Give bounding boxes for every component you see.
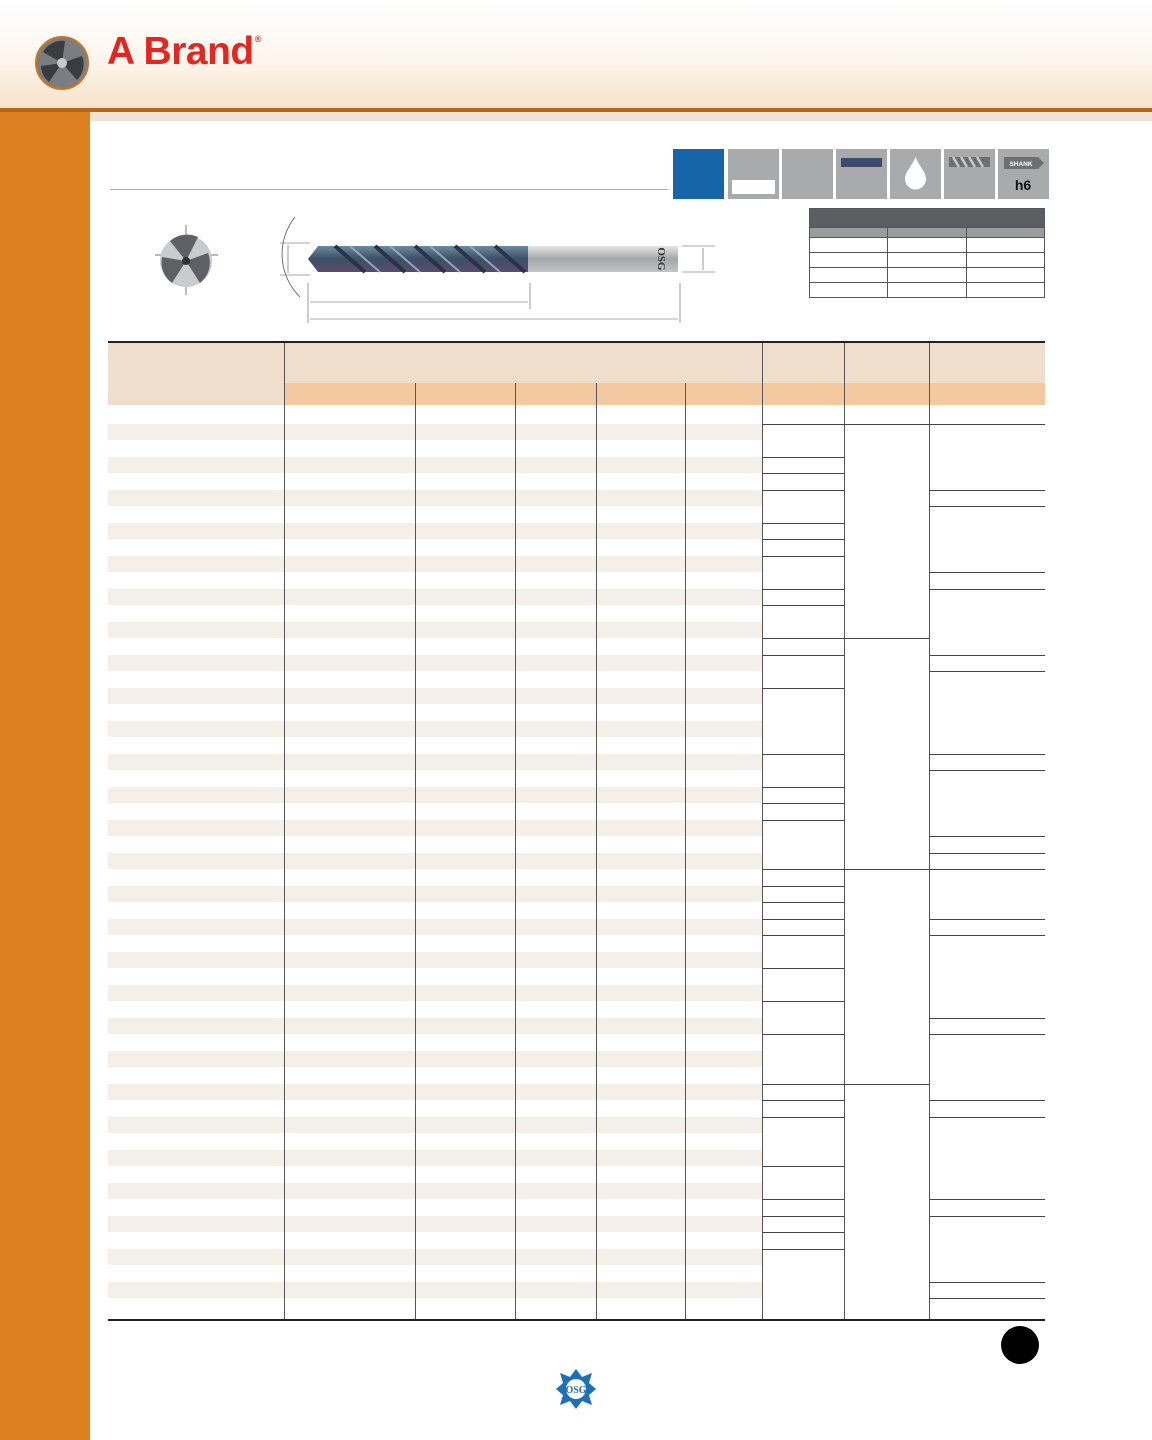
merge-separator [929,589,1045,590]
table-row [108,1117,762,1134]
merge-separator [762,1166,844,1167]
table-row [108,688,762,705]
merge-separator [762,490,844,491]
merge-separator [762,473,844,474]
table-row [108,803,762,820]
page-header [0,0,1152,112]
merge-separator [762,523,844,524]
table-row [108,1150,762,1167]
table-row [108,1166,762,1183]
merge-separator [929,869,1045,870]
table-row [108,1001,762,1018]
drill-cross-section-logo-icon [35,36,89,90]
merge-separator [844,424,929,425]
merge-separator [762,1034,844,1035]
merge-separator [762,1001,844,1002]
merge-separator [929,1100,1045,1101]
table-row [108,770,762,787]
merge-separator [762,688,844,689]
table-row [108,1183,762,1200]
column-divider [596,383,597,1319]
osg-footer-logo-icon [555,1368,597,1410]
spec-table-header [108,343,1045,383]
table-row [108,589,762,606]
merge-separator [762,820,844,821]
page-marker-circle-icon [1001,1326,1039,1364]
brand-title: A Brand® [107,30,261,73]
table-row [108,1199,762,1216]
merge-separator [929,1199,1045,1200]
merge-separator [762,1100,844,1101]
table-row [108,1282,762,1299]
merge-separator [844,1084,929,1085]
table-row [108,506,762,523]
table-row [108,820,762,837]
merge-separator [929,655,1045,656]
drill-end-view-icon [155,225,218,295]
title-rule [110,189,668,190]
table-row [108,1249,762,1266]
table-row [108,902,762,919]
merge-separator [762,787,844,788]
column-divider [844,343,845,1319]
merge-separator [762,1117,844,1118]
table-row [108,704,762,721]
drill-type-icon [728,149,779,199]
footer-logo-mark: OSG [565,1385,587,1396]
column-divider [685,383,686,1319]
table-row [108,886,762,903]
merge-separator [762,1084,844,1085]
spec-table [108,341,1045,1321]
shank-tolerance: h6 [1014,177,1032,193]
coolant-drop-icon [890,149,941,199]
merge-separator [762,1249,844,1250]
table-row [108,935,762,952]
merge-separator [762,754,844,755]
merge-separator [929,919,1045,920]
shank-label: SHANK [1009,161,1033,168]
merge-separator [762,968,844,969]
table-row [108,1018,762,1035]
merge-separator [762,638,844,639]
merge-separator [762,869,844,870]
table-row [108,754,762,771]
spec-table-header-left [108,383,284,405]
merge-separator [762,605,844,606]
table-row [108,1067,762,1084]
merge-separator [762,539,844,540]
coating-blue-icon [673,149,724,199]
table-row [108,457,762,474]
table-row [108,572,762,589]
merge-separator [929,836,1045,837]
table-row [108,836,762,853]
table-row [108,655,762,672]
table-row [108,440,762,457]
table-row [108,539,762,556]
merge-separator [762,919,844,920]
merge-separator [929,1117,1045,1118]
merge-separator [929,1298,1045,1299]
table-row [108,853,762,870]
table-row [108,605,762,622]
drill-shank-mark: OSG [655,247,667,271]
drill-drawing [150,213,720,328]
merge-separator [844,869,929,870]
merge-separator [844,638,929,639]
spec-table-subheader [284,383,1045,405]
merge-separator [762,655,844,656]
table-row [108,407,762,424]
table-row [108,1216,762,1233]
merge-separator [929,754,1045,755]
table-row [108,1051,762,1068]
table-row [108,622,762,639]
table-row [108,952,762,969]
table-row [108,737,762,754]
table-row [108,1084,762,1101]
merge-separator [762,424,844,425]
table-row [108,556,762,573]
merge-separator [929,1282,1045,1283]
merge-separator [762,1199,844,1200]
shank-h6-icon [998,149,1049,199]
table-row [108,671,762,688]
blank-icon [782,149,833,199]
merge-separator [762,902,844,903]
table-row [108,1100,762,1117]
table-row [108,424,762,441]
table-row [108,523,762,540]
merge-separator [929,1018,1045,1019]
merge-separator [929,424,1045,425]
merge-separator [929,935,1045,936]
flute-bar-icon [836,149,887,199]
merge-separator [929,572,1045,573]
merge-separator [762,589,844,590]
merge-separator [929,1216,1045,1217]
table-row [108,968,762,985]
merge-separator [762,1216,844,1217]
table-row [108,721,762,738]
table-row [108,1034,762,1051]
column-divider [415,383,416,1319]
merge-separator [929,671,1045,672]
table-row [108,919,762,936]
merge-separator [762,556,844,557]
merge-separator [762,886,844,887]
merge-separator [762,803,844,804]
table-row [108,869,762,886]
table-row [108,1232,762,1249]
column-divider [284,343,285,1319]
merge-separator [929,1034,1045,1035]
table-row [108,490,762,507]
table-row [108,1265,762,1282]
column-divider [515,383,516,1319]
table-row [108,473,762,490]
table-row [108,1298,762,1315]
table-row [108,638,762,655]
merge-separator [762,1232,844,1233]
merge-separator [762,457,844,458]
table-row [108,787,762,804]
merge-separator [762,935,844,936]
content-top-strip [90,112,1152,121]
left-sidebar-band [0,112,90,1440]
merge-separator [929,853,1045,854]
reference-table [809,208,1045,298]
helix-stripes-icon [944,149,995,199]
merge-separator [929,506,1045,507]
merge-separator [929,770,1045,771]
table-row [108,1133,762,1150]
table-row [108,985,762,1002]
merge-separator [929,490,1045,491]
